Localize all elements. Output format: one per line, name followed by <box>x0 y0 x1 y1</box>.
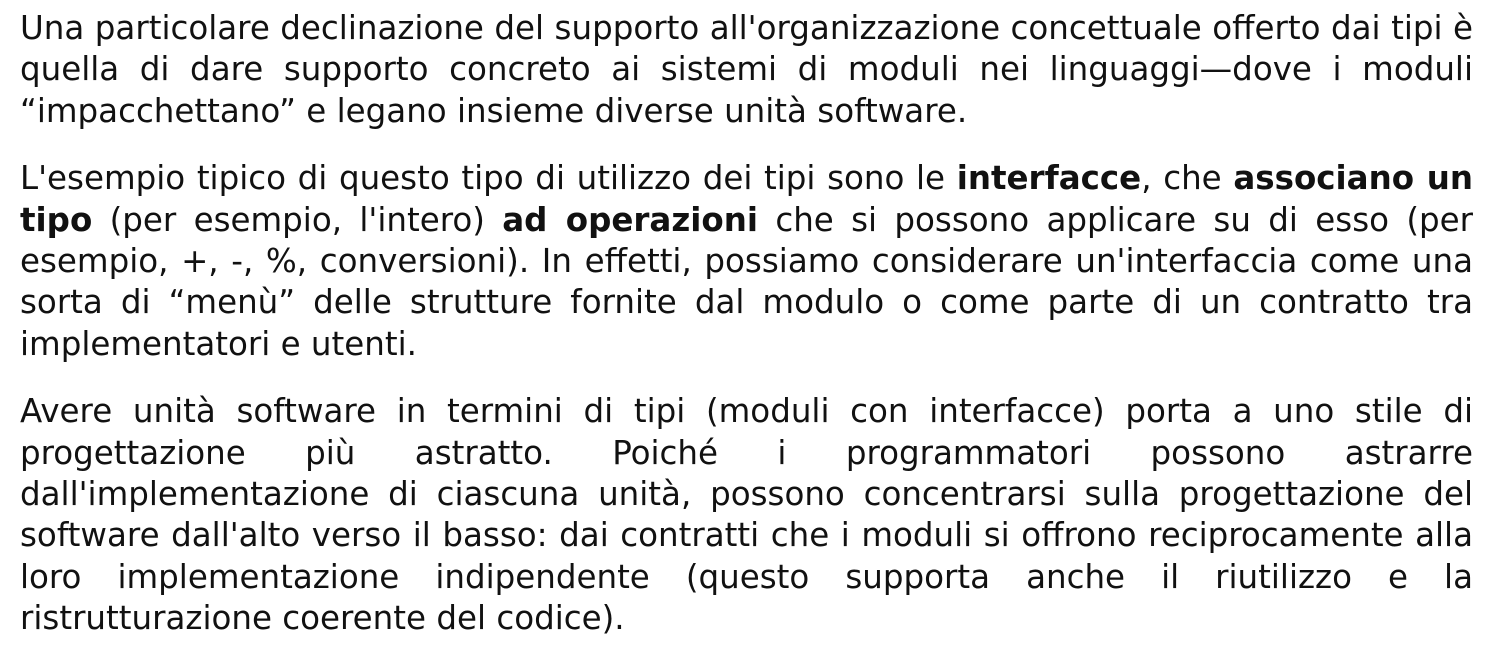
paragraph-2-text-2: , che <box>1141 159 1234 198</box>
paragraph-2-text-4: che si possono applicare su di esso (per esempio, +, -, %, conversioni). In effetti, possiamo considerare un'interfaccia come una sorta di “menù” delle strutture fornite dal modulo o come parte di un contratto tra implementatori e utenti. <box>20 200 1474 363</box>
term-ad-operazioni: ad operazioni <box>502 200 758 239</box>
term-interfacce: interfacce <box>956 159 1142 198</box>
paragraph-2-text-3: (per esempio, l'intero) <box>92 200 503 239</box>
document-body <box>20 8 1473 640</box>
term-associano-un-tipo: associano un tipo <box>20 159 1473 239</box>
paragraph-3-text: Avere unità software in termini di tipi (moduli con interfacce) porta a uno stile di progettazione più astratto. Poiché i programmatori possono astrarre dall'implementazione di ciascuna unità, possono concentrarsi sulla progettazione del software dall'alto verso il basso: dai contratti che i moduli si offrono reciprocamente alla loro implementazione indipendente (questo supporta anche il riutilizzo e la ristrutturazione coerente del codice). <box>20 392 1473 638</box>
paragraph-2 <box>20 158 1473 365</box>
paragraph-3 <box>20 391 1473 639</box>
paragraph-1-text: Una particolare declinazione del supporto all'organizzazione concettuale offerto dai tipi è quella di dare supporto concreto ai sistemi di moduli nei linguaggi—dove i moduli “impacchettano” e legano insieme diverse unità software. <box>20 9 1473 130</box>
paragraph-1 <box>20 8 1473 132</box>
paragraph-2-text-1: L'esempio tipico di questo tipo di utilizzo dei tipi sono le <box>20 159 957 198</box>
